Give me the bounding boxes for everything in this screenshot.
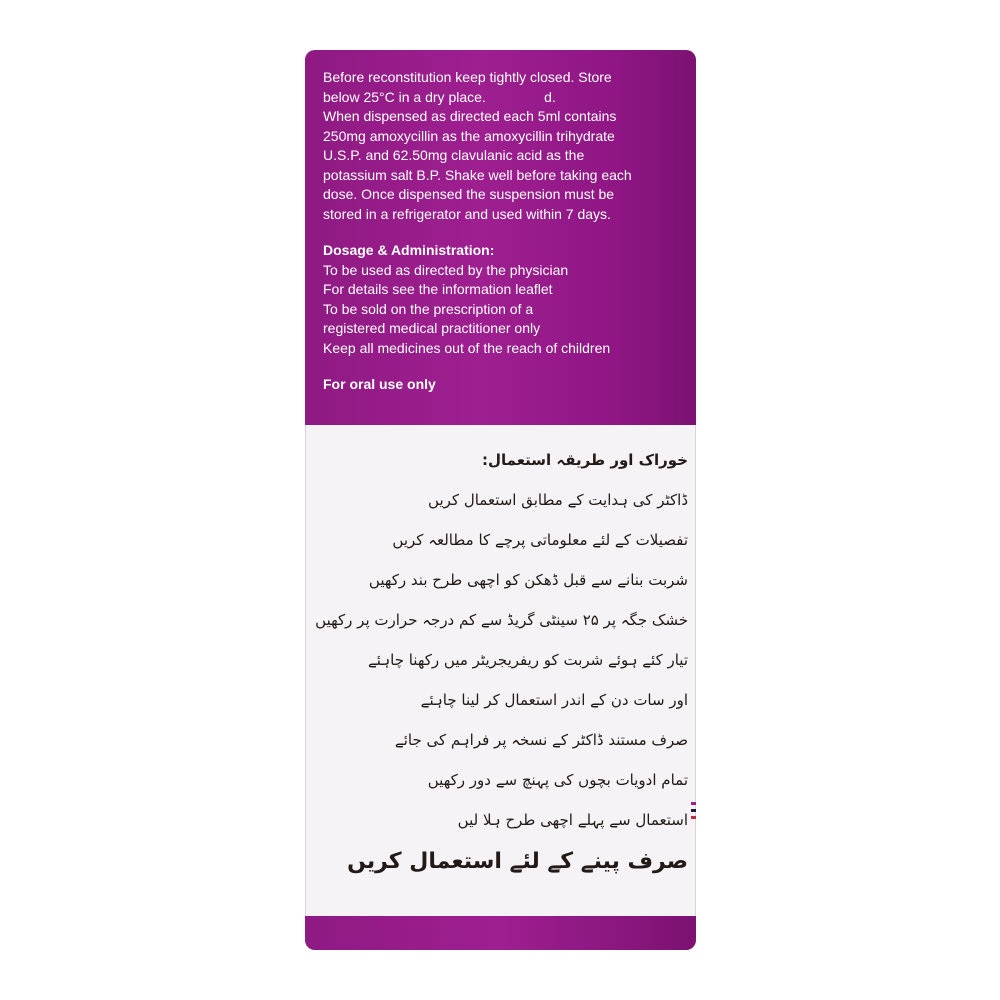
storage-line: stored in a refrigerator and used within 7 days.	[323, 205, 611, 222]
dosage-section	[323, 241, 683, 358]
medicine-box-panel	[305, 50, 696, 950]
dosage-line: To be used as directed by the physician	[323, 261, 569, 278]
print-color-marks	[691, 802, 696, 823]
dosage-line: To be sold on the prescription of a	[323, 300, 534, 317]
dosage-heading: Dosage & Administration:	[323, 242, 495, 258]
urdu-line: استعمال سے پہلے اچھی طرح ہلا لیں	[457, 811, 688, 829]
dosage-line: For details see the information leaflet	[323, 281, 553, 297]
oral-use-label: For oral use only	[323, 376, 436, 392]
purple-bottom-band	[305, 916, 696, 950]
storage-line: below 25°C in a dry place. d.	[323, 88, 556, 105]
storage-line: When dispensed as directed each 5ml contains	[323, 108, 617, 124]
storage-line: 250mg amoxycillin as the amoxycillin trihydrate	[323, 127, 615, 144]
purple-label-section	[305, 50, 696, 425]
color-mark	[691, 816, 696, 819]
urdu-line: خشک جگہ پر ۲۵ سینٹی گریڈ سے کم درجہ حرارت پر رکھیں	[315, 611, 688, 629]
storage-instructions	[323, 68, 683, 224]
urdu-line: اور سات دن کے اندر استعمال کر لینا چاہئے	[420, 691, 688, 709]
urdu-line: صرف مستند ڈاکٹر کے نسخہ پر فراہم کی جائے	[394, 731, 688, 749]
urdu-line: تمام ادویات بچوں کی پہنچ سے دور رکھیں	[427, 771, 688, 789]
urdu-line: ڈاکٹر کی ہدایت کے مطابق استعمال کریں	[428, 491, 688, 509]
urdu-instructions	[315, 440, 688, 882]
storage-line: dose. Once dispensed the suspension must be	[323, 186, 615, 202]
storage-line: potassium salt B.P. Shake well before taking each	[323, 166, 632, 183]
storage-line: U.S.P. and 62.50mg clavulanic acid as the	[323, 147, 585, 163]
oral-use-section	[323, 375, 683, 395]
color-mark	[691, 809, 696, 812]
dosage-line: Keep all medicines out of the reach of children	[323, 339, 611, 356]
urdu-line: شربت بنانے سے قبل ڈھکن کو اچھی طرح بند رکھیں	[368, 571, 688, 589]
dosage-line: registered medical practitioner only	[323, 320, 541, 336]
urdu-oral-use: صرف پینے کے لئے استعمال کریں	[347, 849, 688, 874]
urdu-line: تفصیلات کے لئے معلوماتی پرچے کا مطالعہ کریں	[392, 531, 688, 549]
urdu-heading: خوراک اور طریقہ استعمال:	[482, 451, 688, 469]
storage-line: Before reconstitution keep tightly closed. Store	[323, 69, 612, 85]
color-mark	[691, 802, 696, 805]
urdu-line: تیار کئے ہوئے شربت کو ریفریجریٹر میں رکھنا چاہئے	[368, 651, 688, 669]
